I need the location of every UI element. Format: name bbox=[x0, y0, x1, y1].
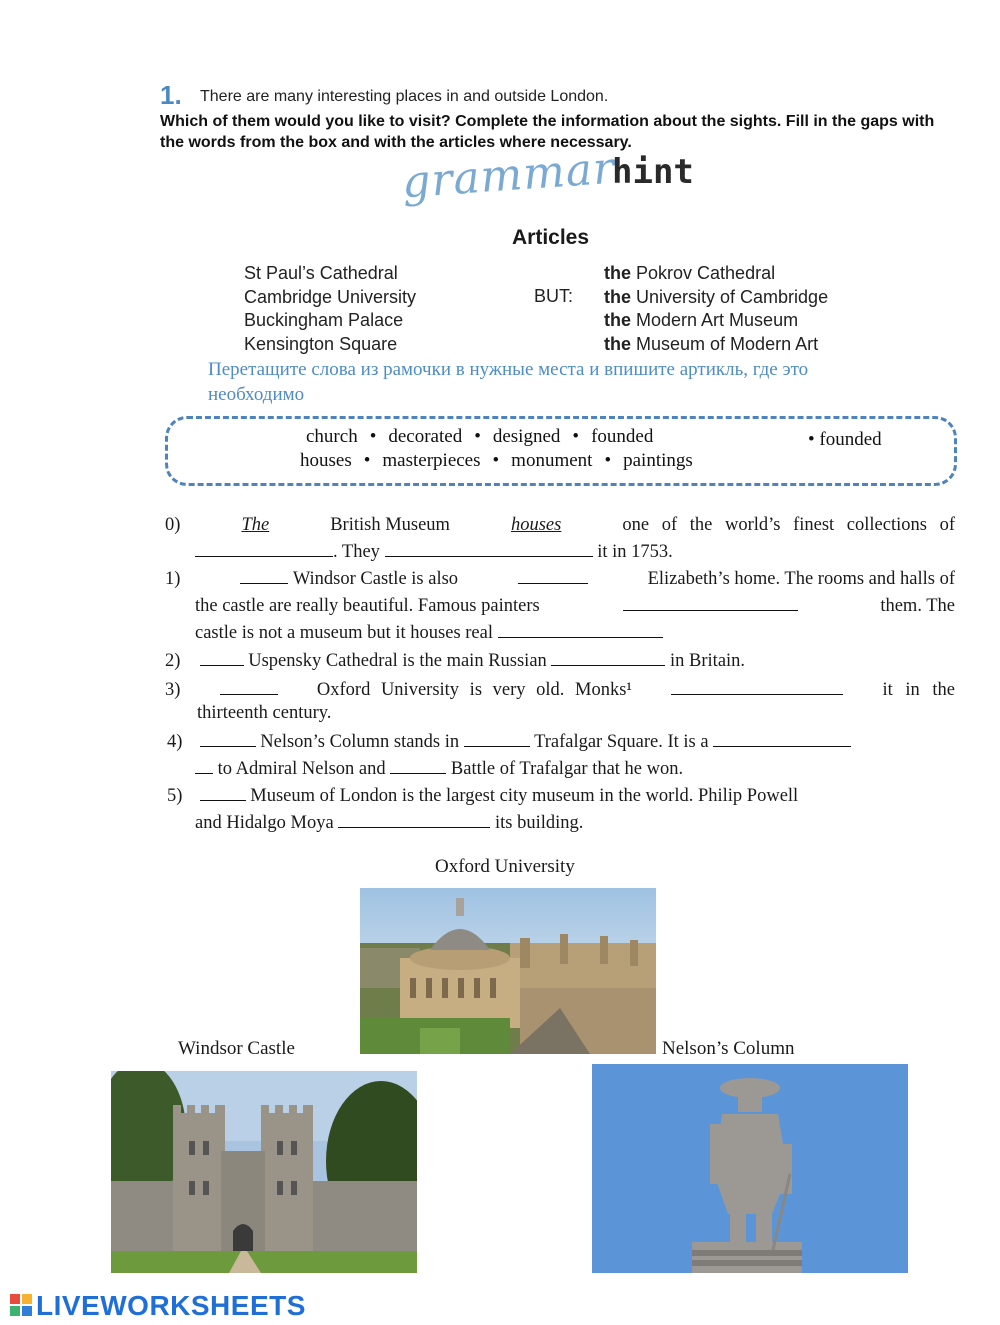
examples-left bbox=[244, 262, 416, 356]
sentence-text: to Admiral Nelson and bbox=[217, 759, 386, 779]
sentence-text: one of the world’s finest collections of bbox=[622, 515, 955, 535]
examples-right bbox=[604, 262, 828, 356]
word-box-row-2: houses • masterpieces • monument • paintings bbox=[300, 450, 693, 471]
article-the: the bbox=[604, 333, 631, 354]
sentence-label: 5) bbox=[167, 786, 183, 806]
sentence-text: castle is not a museum but it houses real bbox=[195, 623, 493, 643]
gap-input[interactable] bbox=[671, 677, 843, 695]
exercise-instruction: Which of them would you like to visit? Complete the information about the sights. Fill in the gaps with the words from the box and with the articles where necessary. bbox=[160, 113, 935, 151]
example-left-item: Cambridge University bbox=[244, 286, 417, 307]
gap-input[interactable] bbox=[195, 756, 213, 774]
example-left-item: Buckingham Palace bbox=[244, 310, 404, 330]
russian-instruction: Перетащите слова из рамочки в нужные места и впишите артикль, где это необходимо bbox=[208, 359, 809, 405]
sentence-text: its building. bbox=[494, 813, 584, 833]
word-box-row-1: church • decorated • designed • founded bbox=[306, 426, 654, 447]
sentence-text: Museum of London is the largest city museum in the world. Philip Powell bbox=[250, 786, 799, 806]
caption-windsor: Windsor Castle bbox=[178, 1038, 295, 1059]
sentence-text: Trafalgar Square. It is a bbox=[534, 732, 709, 752]
example-answer-word: houses bbox=[510, 515, 562, 535]
sentence-text: Uspensky Cathedral is the main Russian bbox=[248, 651, 547, 671]
word-chip-church[interactable]: church bbox=[306, 426, 358, 447]
exercise-number: 1. bbox=[160, 80, 182, 110]
example-right-item: University of Cambridge bbox=[636, 286, 829, 307]
sentence-text: Elizabeth’s home. The rooms and halls of bbox=[647, 569, 955, 589]
sentence-0 bbox=[165, 512, 955, 566]
word-chip-paintings[interactable]: paintings bbox=[623, 450, 693, 471]
sentence-text: Nelson’s Column stands in bbox=[260, 732, 460, 752]
oxford-university-photo bbox=[360, 888, 656, 1054]
sentence-label: 1) bbox=[165, 569, 181, 589]
article-the: the bbox=[604, 263, 631, 283]
sentence-label: 4) bbox=[167, 732, 183, 752]
gap-input[interactable] bbox=[390, 756, 446, 774]
gap-input[interactable] bbox=[464, 729, 530, 747]
exercise-intro: There are many interesting places in and outside London. bbox=[200, 88, 609, 105]
word-chip-designed[interactable]: designed bbox=[492, 426, 561, 447]
word-chip-founded-extra[interactable]: • founded bbox=[808, 429, 882, 450]
sentence-3 bbox=[165, 677, 955, 727]
example-right-item: Modern Art Museum bbox=[636, 310, 799, 330]
gap-input[interactable] bbox=[551, 648, 665, 666]
sentence-text: Windsor Castle is also bbox=[292, 569, 459, 589]
sentence-text: . They bbox=[333, 542, 380, 562]
sentence-text: it in the bbox=[882, 680, 955, 700]
sentence-1 bbox=[165, 566, 955, 647]
sentence-text: it in 1753. bbox=[597, 542, 673, 562]
gap-input[interactable] bbox=[713, 729, 851, 747]
grammar-title: grammar bbox=[400, 142, 617, 209]
sentence-text: thirteenth century. bbox=[197, 703, 332, 723]
sentence-text: the castle are really beautiful. Famous painters bbox=[195, 596, 540, 616]
gap-input[interactable] bbox=[200, 648, 244, 666]
example-left-item: St Paul’s Cathedral bbox=[244, 263, 398, 283]
word-chip-founded[interactable]: founded bbox=[591, 426, 654, 447]
examples-but: BUT: bbox=[534, 286, 574, 306]
word-chip-houses[interactable]: houses bbox=[300, 450, 352, 471]
windsor-castle-photo bbox=[111, 1071, 417, 1273]
hint-title: hint bbox=[612, 152, 694, 192]
sentence-text: Battle of Trafalgar that he won. bbox=[450, 759, 684, 779]
word-chip-monument[interactable]: monument bbox=[511, 450, 593, 471]
gap-input[interactable] bbox=[220, 677, 278, 695]
article-the: the bbox=[604, 310, 631, 330]
sentence-text: them. The bbox=[880, 596, 955, 616]
sentence-label: 3) bbox=[165, 680, 181, 700]
gap-input[interactable] bbox=[623, 593, 798, 611]
sentence-label: 2) bbox=[165, 651, 181, 671]
example-right-item: Museum of Modern Art bbox=[636, 333, 819, 354]
gap-input[interactable] bbox=[240, 566, 288, 584]
articles-heading: Articles bbox=[512, 226, 590, 249]
sentence-text: Oxford University is very old. Monks¹ bbox=[316, 680, 632, 700]
sentence-text: British Museum bbox=[330, 515, 450, 535]
gap-input[interactable] bbox=[498, 620, 663, 638]
gap-input[interactable] bbox=[338, 810, 490, 828]
liveworksheets-logo-icon bbox=[10, 1294, 34, 1321]
sentence-label: 0) bbox=[165, 515, 181, 535]
gap-input[interactable] bbox=[195, 539, 333, 557]
example-right-item: Pokrov Cathedral bbox=[636, 263, 776, 283]
article-the: the bbox=[604, 286, 631, 307]
caption-oxford: Oxford University bbox=[435, 856, 575, 877]
sentence-4 bbox=[167, 729, 957, 783]
gap-input[interactable] bbox=[200, 729, 256, 747]
word-chip-decorated[interactable]: decorated bbox=[388, 426, 463, 447]
sentence-text: and Hidalgo Moya bbox=[195, 813, 334, 833]
example-answer-article: The bbox=[241, 515, 270, 535]
example-left-item: Kensington Square bbox=[244, 333, 398, 354]
gap-input[interactable] bbox=[518, 566, 588, 584]
gap-input[interactable] bbox=[385, 539, 593, 557]
liveworksheets-logo[interactable]: LIVEWORKSHEETS bbox=[36, 1290, 306, 1321]
sentence-2 bbox=[165, 648, 955, 675]
caption-nelson: Nelson’s Column bbox=[662, 1038, 795, 1059]
gap-input[interactable] bbox=[200, 783, 246, 801]
sentence-5 bbox=[167, 783, 957, 837]
sentence-text: in Britain. bbox=[670, 651, 746, 671]
word-chip-masterpieces[interactable]: masterpieces bbox=[382, 450, 481, 471]
nelsons-column-photo bbox=[592, 1064, 908, 1273]
